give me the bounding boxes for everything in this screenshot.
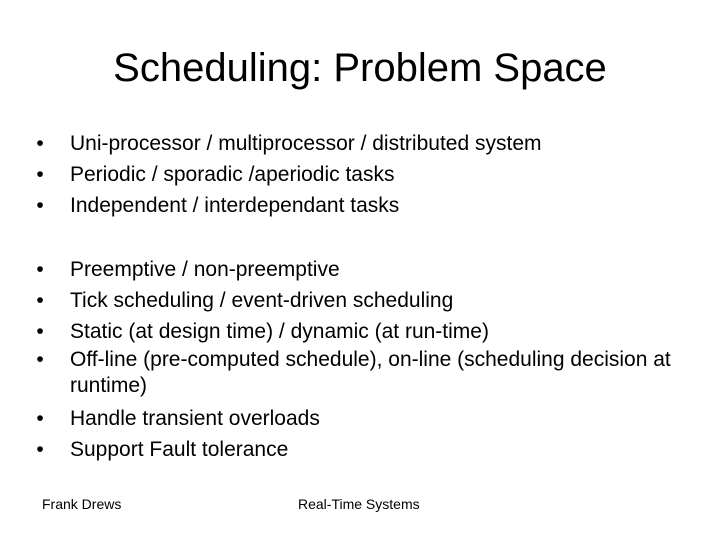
bullet-item [30,159,690,190]
bullet-text: Support Fault tolerance [70,438,289,461]
bullet-text: Uni-processor / multiprocessor / distributed system [70,132,542,155]
bullet-icon: • [36,438,44,461]
bullet-text: Handle transient overloads [70,407,320,430]
bullet-text: Preemptive / non-preemptive [70,258,340,281]
bullet-icon: • [36,407,44,430]
bullet-item [30,254,690,285]
bullet-list-scheduling-options [30,254,690,465]
bullet-icon: • [36,194,44,217]
bullet-text: Independent / interdependant tasks [70,194,400,217]
bullet-text: Tick scheduling / event-driven scheduling [70,289,454,312]
footer-course: Real-Time Systems [298,496,420,512]
bullet-icon: • [36,163,44,186]
bullet-item [30,316,690,347]
bullet-item [30,403,690,434]
bullet-item [30,285,690,316]
bullet-icon: • [36,320,44,343]
bullet-icon: • [36,258,44,281]
bullet-item [30,434,690,465]
slide-title: Scheduling: Problem Space [113,46,607,90]
bullet-item [30,347,690,403]
footer-author: Frank Drews [42,496,122,512]
bullet-text: Static (at design time) / dynamic (at run-time) [70,320,489,343]
bullet-icon: • [36,348,44,371]
bullet-text: Off-line (pre-computed schedule), on-line (scheduling decision at runtime) [70,348,671,397]
bullet-text: Periodic / sporadic /aperiodic tasks [70,163,395,186]
bullet-icon: • [36,289,44,312]
bullet-item [30,190,690,221]
bullet-list-system-types [30,128,690,221]
bullet-item [30,128,690,159]
bullet-icon: • [36,132,44,155]
